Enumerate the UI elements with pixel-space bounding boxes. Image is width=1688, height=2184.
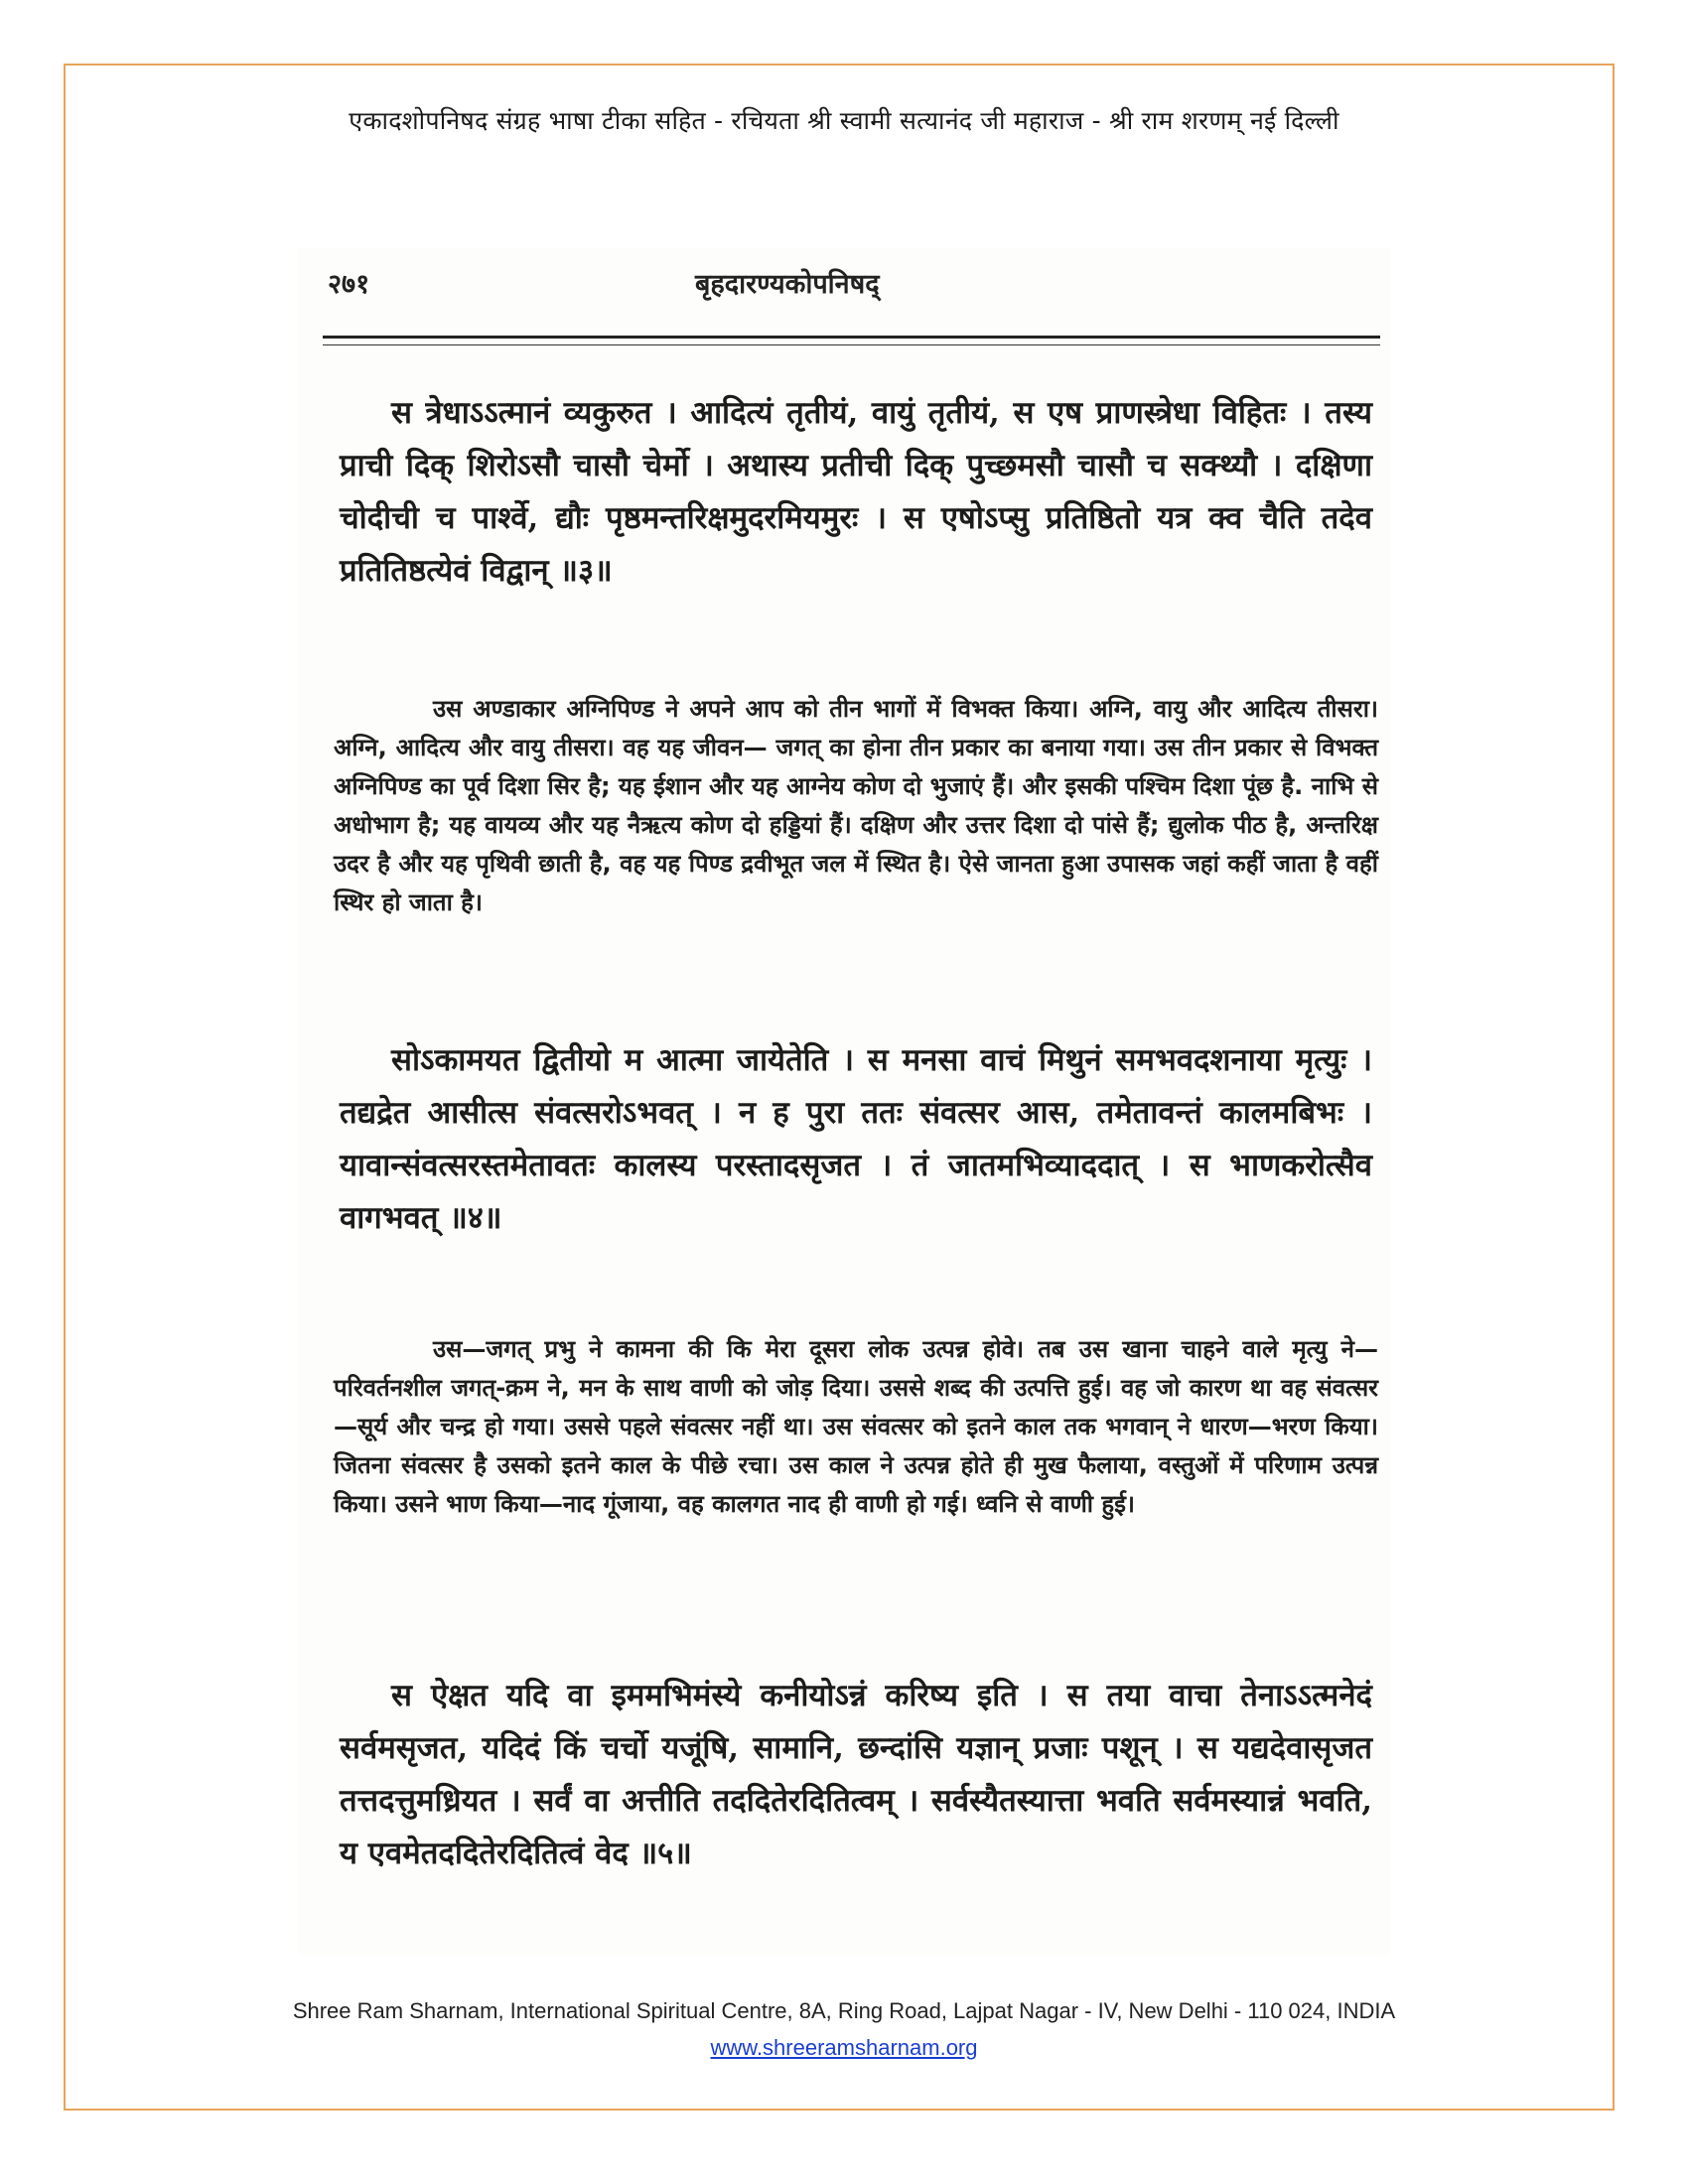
scanned-page [298,248,1390,1956]
verse-4: सोऽकामयत द्वितीयो म आत्मा जायेतेति । स मनसा वाचं मिथुनं समभवदशनाया मृत्युः । तद्यद्रेत आसीत्स संवत्सरोऽभवत् । न ह पुरा ततः संवत्सर आस, तमेतावन्तं कालमबिभः । यावान्संवत्सरस्तमेतावतः कालस्य परस्तादसृजत । तं जातमभिव्याददात् । स भाणकरोत्सैव वागभवत् ॥४॥ [340,1042,1372,1236]
book-title: बृहदारण्यकोपनिषद् [695,269,880,300]
header-rule-thin [323,344,1380,345]
scan-running-head [328,264,1380,304]
verse-5: स ऐक्षत यदि वा इममभिमंस्ये कनीयोऽन्नं करिष्य इति । स तया वाचा तेनाऽऽत्मनेदं सर्वमसृजत, यदिदं किं चर्चो यजूंषि, सामानि, छन्दांसि यज्ञान् प्रजाः पशून् । स यद्यदेवासृजत तत्तदत्तुमध्रियत । सर्वं वा अत्तीति तददितेरदितित्वम् । सर्वस्यैतस्यात्ता भवति सर्वमस्यान्नं भवति, य एवमेतददितेरदितित्वं वेद ॥५॥ [340,1678,1372,1871]
header-title: एकादशोपनिषद संग्रह भाषा टीका सहित - रचियता श्री स्वामी सत्यानंद जी महाराज - श्री राम शरणम् नई दिल्ली [349,106,1339,135]
verse-3: स त्रेधाऽऽत्मानं व्यकुरुत । आदित्यं तृतीयं, वायुं तृतीयं, स एष प्राणस्त्रेधा विहितः । तस्य प्राची दिक् शिरोऽसौ चासौ चेर्मो । अथास्य प्रतीची दिक् पुच्छमसौ चासौ च सक्थ्यौ । दक्षिणा चोदीची च पार्श्वे, द्यौः पृष्ठमन्तरिक्षमुदरमियमुरः । स एषोऽप्सु प्रतिष्ठितो यत्र क्व चैति तदेव प्रतितिष्ठत्येवं विद्वान् ॥३॥ [340,395,1372,589]
website-link[interactable]: www.shreeramsharnam.org [710,2035,978,2060]
commentary-4: उस—जगत् प्रभु ने कामना की कि मेरा दूसरा लोक उत्पन्न होवे। तब उस खाना चाहने वाले मृत्यु ने—परिवर्तनशील जगत्-क्रम ने, मन के साथ वाणी को जोड़ दिया। उससे शब्द की उत्पत्ति हुई। वह जो कारण था वह संवत्सर—सूर्य और चन्द्र हो गया। उससे पहले संवत्सर नहीं था। उस संवत्सर को इतने काल तक भगवान् ने धारण—भरण किया। जितना संवत्सर है उसको इतने काल के पीछे रचा। उस काल ने उत्पन्न होते ही मुख फैलाया, वस्तुओं में परिणाम उत्पन्न किया। उसने भाण किया—नाद गूंजाया, वह कालगत नाद ही वाणी हो गई। ध्वनि से वाणी हुई। [334,1335,1378,1518]
footer-address: Shree Ram Sharnam, International Spiritual Centre, 8A, Ring Road, Lajpat Nagar - IV, New Delhi - 110 024, INDIA [292,1998,1396,2023]
commentary-3: उस अण्डाकार अग्निपिण्ड ने अपने आप को तीन भागों में विभक्त किया। अग्नि, वायु और आदित्य तीसरा। अग्नि, आदित्य और वायु तीसरा। वह यह जीवन— जगत् का होना तीन प्रकार का बनाया गया। उस तीन प्रकार से विभक्त अग्निपिण्ड का पूर्व दिशा सिर है; यह ईशान और यह आग्नेय कोण दो भुजाएं हैं। और इसकी पश्चिम दिशा पूंछ है. नाभि से अधोभाग है; यह वायव्य और यह नैऋत्य कोण दो हड्डियां हैं। दक्षिण और उत्तर दिशा दो पांसे हैं; द्युलोक पीठ है, अन्तरिक्ष उदर है और यह पृथिवी छाती है, वह यह पिण्ड द्रवीभूत जल में स्थित है। ऐसे जानता हुआ उपासक जहां कहीं जाता है वहीं स्थिर हो जाता है। [334,695,1378,916]
page-number: २७१ [328,269,370,300]
header-rule-thick [323,336,1380,339]
